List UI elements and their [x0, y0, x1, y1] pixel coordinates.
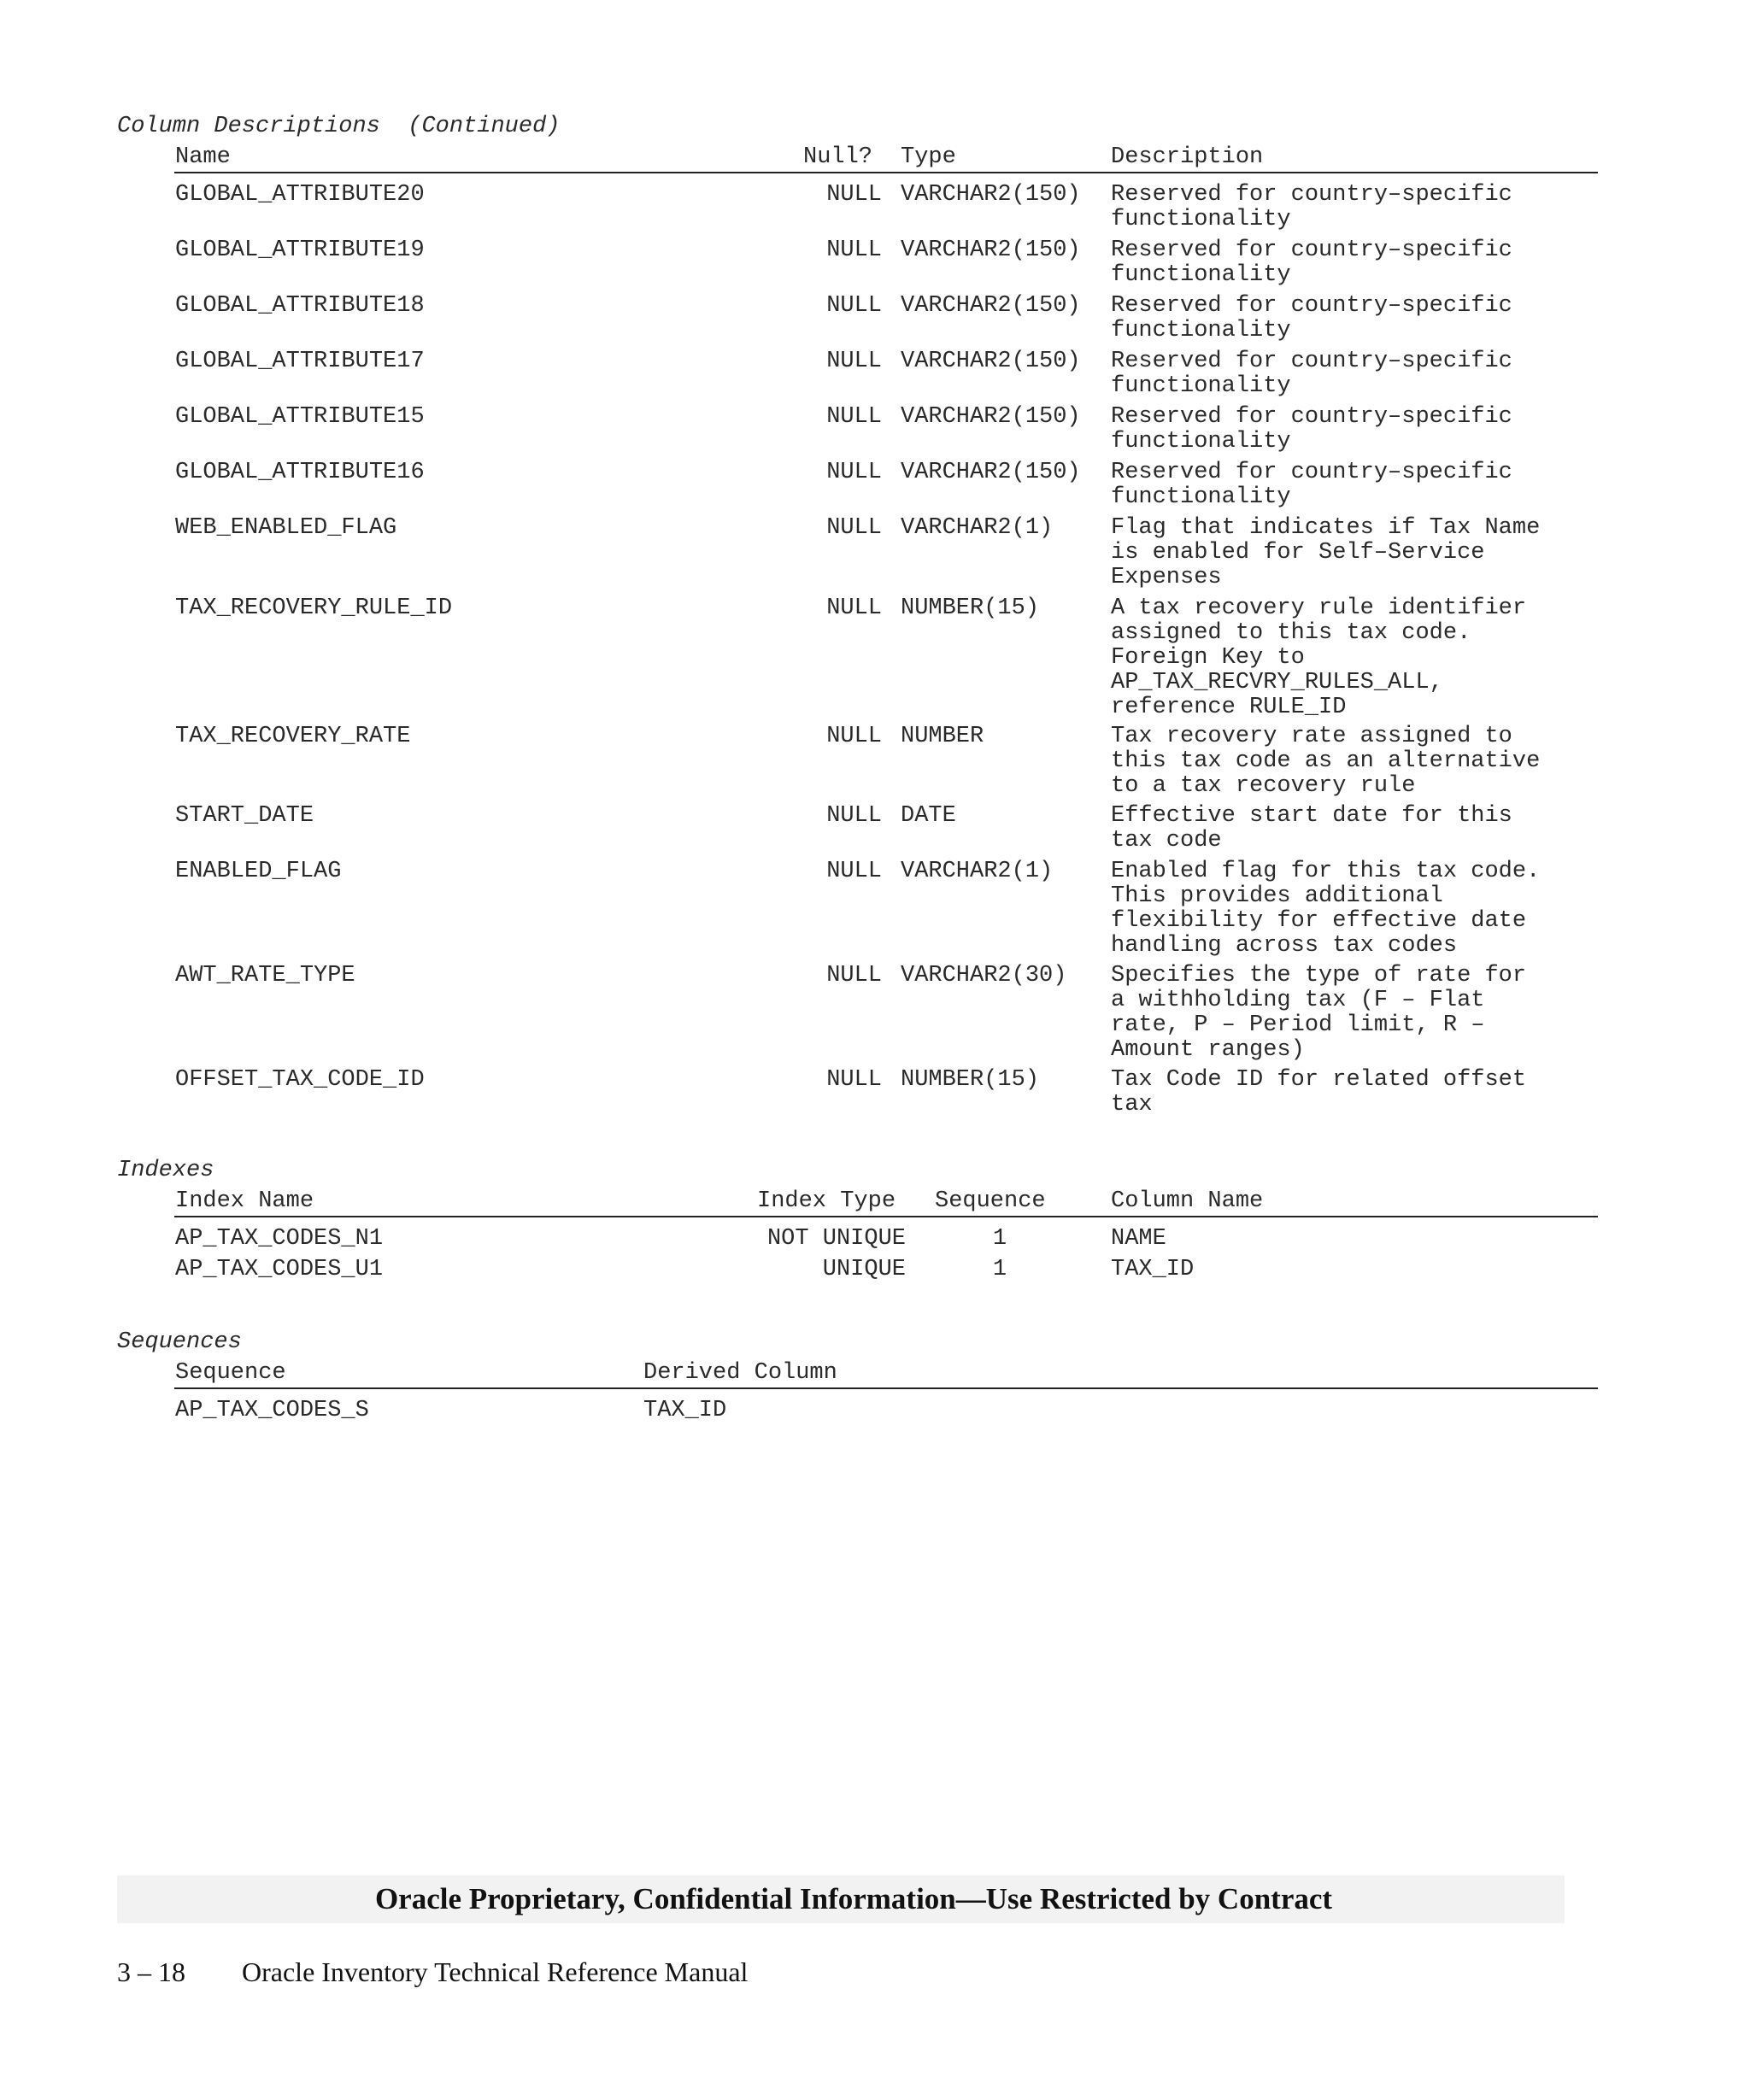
description-line: functionality — [1111, 262, 1291, 288]
description-line: Specifies the type of rate for — [1111, 963, 1527, 988]
header-index-sequence: Sequence — [935, 1188, 1046, 1214]
description-line: reference RULE_ID — [1111, 695, 1347, 720]
column-description-cell — [1111, 238, 1512, 288]
column-null-cell: NULL — [826, 349, 882, 374]
description-line: Enabled flag for this tax code. — [1111, 859, 1541, 884]
column-description-cell — [1111, 460, 1512, 510]
column-type-cell: VARCHAR2(150) — [901, 349, 1081, 374]
header-null: Null? — [803, 144, 873, 170]
derived-column-cell: TAX_ID — [643, 1398, 727, 1423]
section-title-indexes: Indexes — [117, 1158, 214, 1183]
column-name-cell: AWT_RATE_TYPE — [175, 963, 355, 988]
column-null-cell: NULL — [826, 515, 882, 541]
column-name-cell: TAX_RECOVERY_RULE_ID — [175, 595, 453, 621]
description-line: handling across tax codes — [1111, 933, 1458, 959]
header-sequence: Sequence — [175, 1360, 286, 1386]
column-null-cell: NULL — [826, 293, 882, 319]
header-description: Description — [1111, 144, 1264, 170]
description-line: rate, P – Period limit, R – — [1111, 1012, 1485, 1038]
column-name-cell: GLOBAL_ATTRIBUTE20 — [175, 182, 425, 208]
description-line: Reserved for country–specific — [1111, 182, 1512, 208]
manual-title: Oracle Inventory Technical Reference Manual — [242, 1956, 749, 1987]
column-name-cell: GLOBAL_ATTRIBUTE17 — [175, 349, 425, 374]
index-type-cell: NOT UNIQUE — [766, 1226, 906, 1252]
column-type-cell: VARCHAR2(150) — [901, 182, 1081, 208]
sequence-name-cell: AP_TAX_CODES_S — [175, 1398, 369, 1423]
column-null-cell: NULL — [826, 238, 882, 263]
description-line: is enabled for Self–Service — [1111, 540, 1485, 566]
column-description-cell — [1111, 964, 1526, 1063]
description-line: Reserved for country–specific — [1111, 238, 1512, 263]
column-null-cell: NULL — [826, 595, 882, 621]
header-column-name: Column Name — [1111, 1188, 1264, 1214]
index-name-cell: AP_TAX_CODES_N1 — [175, 1226, 384, 1252]
description-line: Foreign Key to — [1111, 645, 1305, 671]
description-line: assigned to this tax code. — [1111, 620, 1471, 646]
column-null-cell: NULL — [826, 182, 882, 208]
description-line: Reserved for country–specific — [1111, 404, 1512, 430]
indexes-header-rule — [174, 1216, 1598, 1217]
description-line: Expenses — [1111, 565, 1222, 590]
description-line: functionality — [1111, 373, 1291, 399]
index-type-cell: UNIQUE — [822, 1257, 906, 1282]
column-name-cell: WEB_ENABLED_FLAG — [175, 515, 397, 541]
column-type-cell: NUMBER(15) — [901, 595, 1040, 621]
description-line: functionality — [1111, 318, 1291, 343]
column-type-cell: VARCHAR2(1) — [901, 859, 1054, 884]
column-name-cell: GLOBAL_ATTRIBUTE15 — [175, 404, 425, 430]
column-name-cell: GLOBAL_ATTRIBUTE16 — [175, 460, 425, 485]
header-name: Name — [175, 144, 231, 170]
column-null-cell: NULL — [826, 404, 882, 430]
column-description-cell — [1111, 596, 1526, 720]
column-name-cell: TAX_RECOVERY_RATE — [175, 724, 411, 749]
description-line: flexibility for effective date — [1111, 908, 1527, 934]
description-line: Tax Code ID for related offset — [1111, 1067, 1527, 1093]
index-name-cell: AP_TAX_CODES_U1 — [175, 1257, 384, 1282]
confidential-notice-band — [117, 1875, 1565, 1923]
description-line: Reserved for country–specific — [1111, 460, 1512, 485]
description-line: A tax recovery rule identifier — [1111, 595, 1527, 621]
column-null-cell: NULL — [826, 1067, 882, 1093]
column-null-cell: NULL — [826, 963, 882, 988]
column-description-cell — [1111, 516, 1540, 590]
index-column-name-cell: TAX_ID — [1111, 1257, 1195, 1282]
column-name-cell: GLOBAL_ATTRIBUTE19 — [175, 238, 425, 263]
column-description-cell — [1111, 724, 1540, 799]
index-sequence-cell: 1 — [992, 1257, 1007, 1282]
column-name-cell: START_DATE — [175, 803, 314, 829]
column-description-cell — [1111, 804, 1512, 853]
header-rule — [174, 172, 1598, 173]
column-type-cell: VARCHAR2(150) — [901, 460, 1081, 485]
description-line: tax code — [1111, 828, 1222, 853]
column-null-cell: NULL — [826, 460, 882, 485]
description-line: a withholding tax (F – Flat — [1111, 988, 1485, 1013]
description-line: functionality — [1111, 429, 1291, 455]
description-line: tax — [1111, 1092, 1153, 1117]
description-line: to a tax recovery rule — [1111, 773, 1416, 799]
section-title-sequences: Sequences — [117, 1329, 242, 1355]
description-line: this tax code as an alternative — [1111, 748, 1541, 774]
index-column-name-cell: NAME — [1111, 1226, 1166, 1252]
column-type-cell: VARCHAR2(30) — [901, 963, 1067, 988]
description-line: functionality — [1111, 484, 1291, 510]
description-line: This provides additional — [1111, 883, 1443, 909]
column-description-cell — [1111, 405, 1512, 455]
description-line: Flag that indicates if Tax Name — [1111, 515, 1541, 541]
column-description-cell — [1111, 183, 1512, 232]
column-name-cell: OFFSET_TAX_CODE_ID — [175, 1067, 425, 1093]
description-line: Effective start date for this — [1111, 803, 1512, 829]
column-type-cell: NUMBER — [901, 724, 984, 749]
description-line: functionality — [1111, 207, 1291, 232]
page-number: 3 – 18 — [117, 1956, 185, 1987]
column-type-cell: VARCHAR2(150) — [901, 238, 1081, 263]
column-description-cell — [1111, 349, 1512, 399]
header-index-type: Index Type — [757, 1188, 896, 1214]
column-null-cell: NULL — [826, 859, 882, 884]
column-null-cell: NULL — [826, 803, 882, 829]
column-type-cell: NUMBER(15) — [901, 1067, 1040, 1093]
description-line: AP_TAX_RECVRY_RULES_ALL, — [1111, 670, 1443, 695]
header-derived-column: Derived Column — [643, 1360, 837, 1386]
column-description-cell — [1111, 859, 1540, 959]
header-type: Type — [901, 144, 956, 170]
description-line: Tax recovery rate assigned to — [1111, 724, 1512, 749]
header-index-name: Index Name — [175, 1188, 314, 1214]
column-type-cell: DATE — [901, 803, 956, 829]
column-name-cell: ENABLED_FLAG — [175, 859, 342, 884]
confidential-notice: Oracle Proprietary, Confidential Information––Use Restricted by Contract — [374, 1882, 1333, 1915]
column-type-cell: VARCHAR2(150) — [901, 404, 1081, 430]
column-description-cell — [1111, 1068, 1526, 1117]
column-description-cell — [1111, 294, 1512, 343]
section-title-column-descriptions: Column Descriptions (Continued) — [117, 114, 561, 139]
column-null-cell: NULL — [826, 724, 882, 749]
description-line: Amount ranges) — [1111, 1037, 1305, 1063]
description-line: Reserved for country–specific — [1111, 293, 1512, 319]
description-line: Reserved for country–specific — [1111, 349, 1512, 374]
column-type-cell: VARCHAR2(1) — [901, 515, 1054, 541]
column-name-cell: GLOBAL_ATTRIBUTE18 — [175, 293, 425, 319]
column-type-cell: VARCHAR2(150) — [901, 293, 1081, 319]
index-sequence-cell: 1 — [992, 1226, 1007, 1252]
sequences-header-rule — [174, 1387, 1598, 1389]
